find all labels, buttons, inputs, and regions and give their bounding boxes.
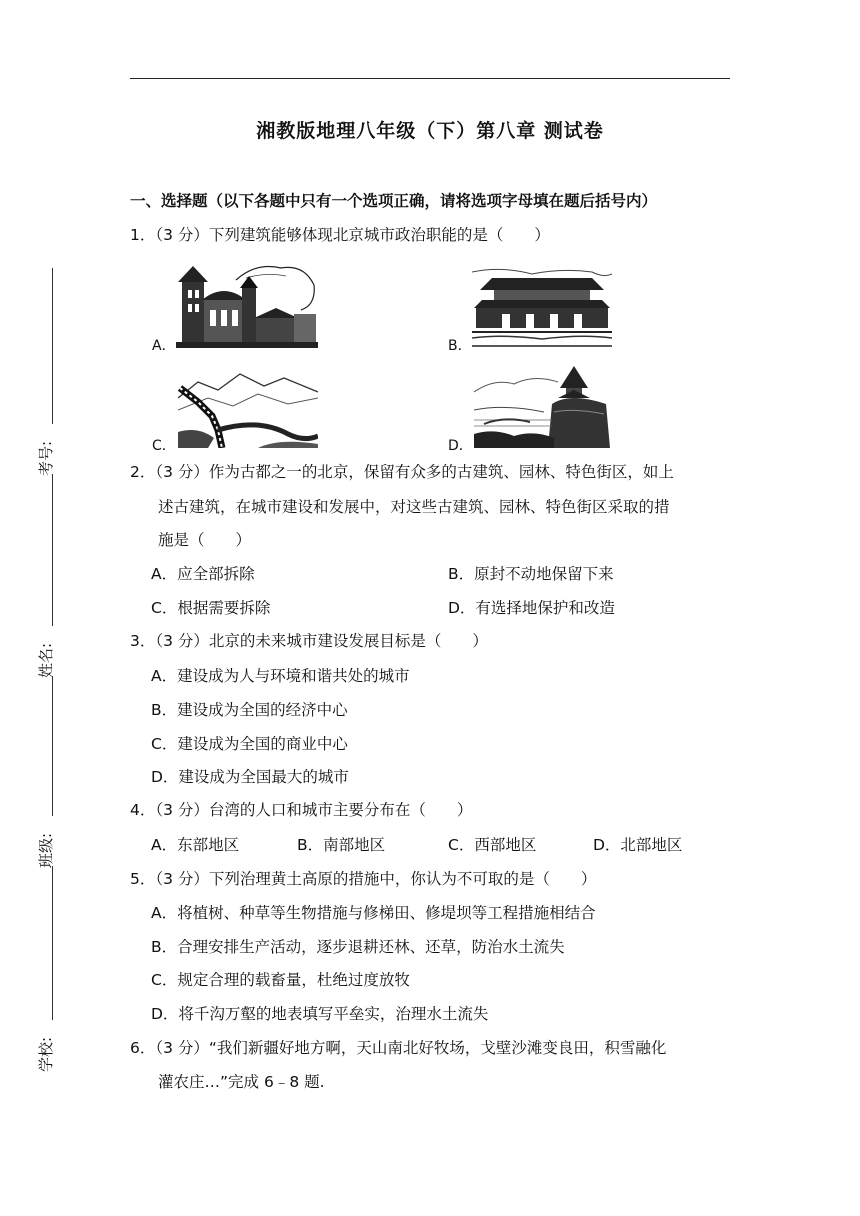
q2-option-b: B．原封不动地保留下来 <box>448 565 614 583</box>
question-2-line-2: 述古建筑，在城市建设和发展中，对这些古建筑、园林、特色街区采取的措 <box>158 498 670 516</box>
tiananmen-drawing <box>472 266 612 348</box>
name-line <box>52 474 53 626</box>
question-4-stem: 4．（3 分）台湾的人口和城市主要分布在（ ） <box>130 801 473 819</box>
railway-station-drawing <box>176 260 318 348</box>
question-2-line-1: 2．（3 分）作为古都之一的北京，保留有众多的古建筑、园林、特色街区，如上 <box>130 463 674 481</box>
question-3-stem: 3．（3 分）北京的未来城市建设发展目标是（ ） <box>130 632 488 650</box>
q4-option-a: A．东部地区 <box>151 836 240 854</box>
q1-option-c-label: C． <box>152 438 176 454</box>
question-6-line-2: 灌农庄…”完成 6﹣8 题. <box>158 1073 325 1091</box>
q3-option-d: D．建设成为全国最大的城市 <box>151 768 349 786</box>
summer-palace-drawing <box>474 364 610 448</box>
q2-option-c: C．根据需要拆除 <box>151 599 271 617</box>
q1-option-b-label: B． <box>448 338 472 354</box>
exam-no-label: 考号: <box>37 440 56 477</box>
q4-option-c: C．西部地区 <box>448 836 537 854</box>
class-label: 班级: <box>37 832 56 869</box>
q2-option-d: D．有选择地保护和改造 <box>448 599 615 617</box>
q3-option-b: B．建设成为全国的经济中心 <box>151 701 348 719</box>
q1-option-a-label: A． <box>152 338 176 354</box>
q5-option-a: A．将植树、种草等生物措施与修梯田、修堤坝等工程措施相结合 <box>151 904 596 922</box>
q3-option-c: C．建设成为全国的商业中心 <box>151 735 348 753</box>
header-rule <box>130 78 730 79</box>
q5-option-c: C．规定合理的载畜量，杜绝过度放牧 <box>151 971 410 989</box>
section-heading: 一、选择题（以下各题中只有一个选项正确，请将选项字母填在题后括号内） <box>130 192 658 210</box>
q4-option-d: D．北部地区 <box>593 836 683 854</box>
class-line <box>52 676 53 816</box>
school-line <box>52 866 53 1020</box>
page-title: 湘教版地理八年级（下）第八章 测试卷 <box>256 120 604 142</box>
q4-option-b: B．南部地区 <box>297 836 386 854</box>
question-1-stem: 1．（3 分）下列建筑能够体现北京城市政治职能的是（ ） <box>130 226 550 244</box>
question-5-stem: 5．（3 分）下列治理黄土高原的措施中，你认为不可取的是（ ） <box>130 870 597 888</box>
q5-option-d: D．将千沟万壑的地表填写平垒实，治理水土流失 <box>151 1005 489 1023</box>
question-2-line-3: 施是（ ） <box>158 531 252 549</box>
school-label: 学校: <box>37 1036 56 1073</box>
exam-no-line <box>52 268 53 424</box>
q3-option-a: A．建设成为人与环境和谐共处的城市 <box>151 667 410 685</box>
great-wall-drawing <box>178 368 318 448</box>
q2-option-a: A．应全部拆除 <box>151 565 255 583</box>
name-label: 姓名: <box>37 642 56 679</box>
q1-option-d-label: D． <box>448 438 473 454</box>
q5-option-b: B．合理安排生产活动，逐步退耕还林、还草，防治水土流失 <box>151 938 565 956</box>
question-6-line-1: 6．（3 分）“我们新疆好地方啊，天山南北好牧场，戈壁沙滩变良田，积雪融化 <box>130 1039 667 1057</box>
